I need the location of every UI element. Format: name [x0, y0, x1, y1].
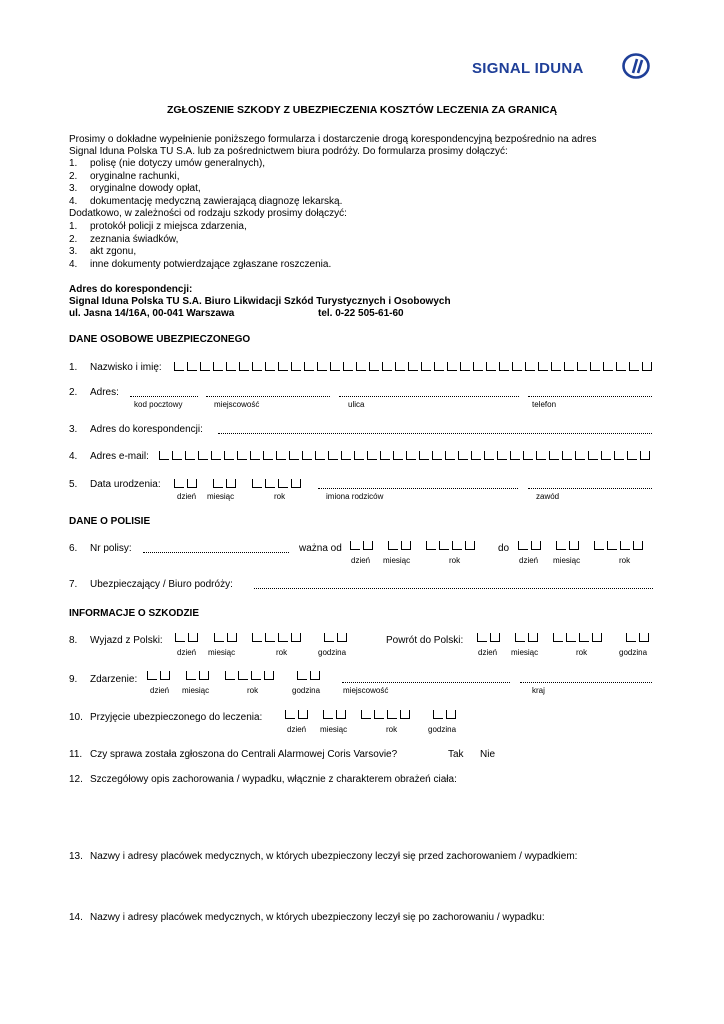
valid-from-month-boxes[interactable]	[388, 541, 414, 550]
char-box[interactable]	[341, 451, 351, 460]
correspondence-address-field[interactable]	[218, 433, 652, 434]
char-box[interactable]	[226, 479, 236, 488]
section-heading-policy: DANE O POLISIE	[69, 516, 151, 527]
char-box[interactable]	[374, 710, 384, 719]
field-number: 14.	[69, 912, 83, 923]
caption-month: miesiąc	[383, 556, 411, 565]
char-box[interactable]	[224, 451, 234, 460]
list-item: oryginalne rachunki,	[90, 171, 180, 182]
char-box[interactable]	[265, 633, 275, 642]
facilities-after-area[interactable]	[90, 927, 652, 987]
char-box[interactable]	[473, 362, 483, 371]
char-box[interactable]	[426, 541, 436, 550]
char-box[interactable]	[616, 362, 626, 371]
birth-day-boxes[interactable]	[174, 479, 200, 488]
caption-day: dzień	[351, 556, 371, 565]
char-box[interactable]	[337, 633, 347, 642]
char-box[interactable]	[460, 362, 470, 371]
char-box[interactable]	[639, 633, 649, 642]
char-box[interactable]	[601, 451, 611, 460]
departure-hour-boxes[interactable]	[324, 633, 350, 642]
char-box[interactable]	[175, 633, 185, 642]
char-box[interactable]	[477, 633, 487, 642]
char-box[interactable]	[237, 451, 247, 460]
address-heading: Adres do korespondencji:	[69, 284, 193, 295]
caption-city: miejscowość	[343, 686, 389, 695]
char-box[interactable]	[531, 541, 541, 550]
field-number: 6.	[69, 543, 78, 554]
field-label-address: Adres:	[90, 387, 119, 398]
char-box[interactable]	[626, 633, 636, 642]
facilities-before-area[interactable]	[90, 866, 652, 906]
char-box[interactable]	[276, 451, 286, 460]
field-number: 13.	[69, 851, 83, 862]
char-box[interactable]	[188, 633, 198, 642]
char-box[interactable]	[446, 710, 456, 719]
caption-year: rok	[247, 686, 259, 695]
char-box[interactable]	[510, 451, 520, 460]
char-box[interactable]	[147, 671, 157, 680]
intro-line: Prosimy o dokładne wypełnienie poniższego formularza i dostarczenie drogą korespondencyjną bezpośrednio na adres	[69, 134, 597, 145]
label-valid-from: ważna od	[299, 543, 342, 554]
departure-day-boxes[interactable]	[175, 633, 201, 642]
description-area[interactable]	[90, 790, 652, 845]
field-number: 7.	[69, 579, 78, 590]
intro-line: Signal Iduna Polska TU S.A. lub za pośrednictwem biura podróży. Do formularza prosimy dołączyć:	[69, 146, 508, 157]
char-box[interactable]	[291, 633, 301, 642]
char-box[interactable]	[310, 671, 320, 680]
char-box[interactable]	[512, 362, 522, 371]
field-label-incident: Zdarzenie:	[90, 674, 138, 685]
caption-hour: godzina	[292, 686, 321, 695]
list-item: oryginalne dowody opłat,	[90, 183, 201, 194]
char-box[interactable]	[185, 451, 195, 460]
char-box[interactable]	[227, 633, 237, 642]
char-box[interactable]	[214, 633, 224, 642]
char-box[interactable]	[393, 451, 403, 460]
field-number: 5.	[69, 479, 78, 490]
char-box[interactable]	[265, 479, 275, 488]
char-box[interactable]	[569, 541, 579, 550]
char-box[interactable]	[174, 362, 184, 371]
char-box[interactable]	[434, 362, 444, 371]
char-box[interactable]	[350, 541, 360, 550]
birth-month-boxes[interactable]	[213, 479, 239, 488]
caption-year: rok	[276, 648, 288, 657]
char-box[interactable]	[380, 451, 390, 460]
return-day-boxes[interactable]	[477, 633, 503, 642]
char-box[interactable]	[490, 633, 500, 642]
char-box[interactable]	[433, 710, 443, 719]
char-box[interactable]	[445, 451, 455, 460]
char-box[interactable]	[518, 541, 528, 550]
caption-year: rok	[576, 648, 588, 657]
name-boxes[interactable]	[174, 362, 655, 371]
char-box[interactable]	[252, 633, 262, 642]
char-box[interactable]	[369, 362, 379, 371]
char-box[interactable]	[238, 671, 248, 680]
label-to: do	[498, 543, 510, 554]
caption-month: miesiąc	[207, 492, 235, 501]
list-number: 3.	[69, 246, 78, 257]
char-box[interactable]	[486, 362, 496, 371]
field-label-policy-number: Nr polisy:	[90, 543, 132, 554]
char-box[interactable]	[250, 451, 260, 460]
caption-month: miesiąc	[208, 648, 236, 657]
char-box[interactable]	[330, 362, 340, 371]
field-label-departure: Wyjazd z Polski:	[90, 635, 163, 646]
char-box[interactable]	[562, 451, 572, 460]
char-box[interactable]	[408, 362, 418, 371]
char-box[interactable]	[564, 362, 574, 371]
list-number: 2.	[69, 234, 78, 245]
char-box[interactable]	[291, 362, 301, 371]
char-box[interactable]	[356, 362, 366, 371]
char-box[interactable]	[317, 362, 327, 371]
caption-month: miesiąc	[553, 556, 581, 565]
form-title: ZGŁOSZENIE SZKODY Z UBEZPIECZENIA KOSZTÓW LECZENIA ZA GRANICĄ	[166, 104, 558, 116]
char-box[interactable]	[590, 362, 600, 371]
char-box[interactable]	[614, 451, 624, 460]
char-box[interactable]	[263, 451, 273, 460]
list-item: protokół policji z miejsca zdarzenia,	[90, 221, 247, 232]
address-street: ul. Jasna 14/16A, 00-041 Warszawa	[69, 308, 235, 319]
char-box[interactable]	[515, 633, 525, 642]
policyholder-field[interactable]	[254, 588, 653, 589]
char-box[interactable]	[465, 541, 475, 550]
option-yes[interactable]: Tak	[448, 749, 464, 760]
char-box[interactable]	[328, 451, 338, 460]
caption-phone: telefon	[532, 400, 557, 409]
field-label-facilities-before: Nazwy i adresy placówek medycznych, w których ubezpieczony leczył się przed zachorowaniem / wypadkiem:	[90, 851, 578, 862]
char-box[interactable]	[363, 541, 373, 550]
field-number: 11.	[69, 749, 83, 760]
char-box[interactable]	[382, 362, 392, 371]
field-number: 4.	[69, 451, 78, 462]
char-box[interactable]	[264, 671, 274, 680]
char-box[interactable]	[556, 541, 566, 550]
char-box[interactable]	[315, 451, 325, 460]
section-heading-damage: INFORMACJE O SZKODZIE	[69, 608, 200, 619]
caption-hour: godzina	[619, 648, 648, 657]
char-box[interactable]	[324, 633, 334, 642]
list-item: zeznania świadków,	[90, 234, 179, 245]
char-box[interactable]	[304, 362, 314, 371]
incident-hour-boxes[interactable]	[297, 671, 323, 680]
return-hour-boxes[interactable]	[626, 633, 652, 642]
departure-year-boxes[interactable]	[252, 633, 304, 642]
caption-year: rok	[386, 725, 398, 734]
field-label-policyholder: Ubezpieczający / Biuro podróży:	[90, 579, 233, 590]
valid-to-month-boxes[interactable]	[556, 541, 582, 550]
char-box[interactable]	[198, 451, 208, 460]
char-box[interactable]	[579, 633, 589, 642]
char-box[interactable]	[421, 362, 431, 371]
phone-field[interactable]	[528, 396, 652, 397]
list-number: 2.	[69, 171, 78, 182]
parents-names-field[interactable]	[318, 488, 518, 489]
field-number: 12.	[69, 774, 83, 785]
char-box[interactable]	[291, 479, 301, 488]
incident-day-boxes[interactable]	[147, 671, 173, 680]
char-box[interactable]	[336, 710, 346, 719]
list-item: inne dokumenty potwierdzające zgłaszane roszczenia.	[90, 259, 332, 270]
list-number: 3.	[69, 183, 78, 194]
birth-year-boxes[interactable]	[252, 479, 304, 488]
char-box[interactable]	[285, 710, 295, 719]
return-month-boxes[interactable]	[515, 633, 541, 642]
list-item: polisę (nie dotyczy umów generalnych),	[90, 158, 266, 169]
return-year-boxes[interactable]	[553, 633, 605, 642]
caption-city: miejscowość	[214, 400, 260, 409]
char-box[interactable]	[278, 633, 288, 642]
caption-day: dzień	[478, 648, 498, 657]
incident-month-boxes[interactable]	[186, 671, 212, 680]
char-box[interactable]	[199, 671, 209, 680]
valid-to-day-boxes[interactable]	[518, 541, 544, 550]
char-box[interactable]	[607, 541, 617, 550]
char-box[interactable]	[211, 451, 221, 460]
char-box[interactable]	[640, 451, 650, 460]
char-box[interactable]	[200, 362, 210, 371]
char-box[interactable]	[633, 541, 643, 550]
char-box[interactable]	[588, 451, 598, 460]
char-box[interactable]	[452, 541, 462, 550]
field-label-birth-date: Data urodzenia:	[90, 479, 161, 490]
char-box[interactable]	[566, 633, 576, 642]
field-number: 3.	[69, 424, 78, 435]
incident-country-field[interactable]	[520, 682, 652, 683]
caption-postal-code: kod pocztowy	[134, 400, 183, 409]
admission-hour-boxes[interactable]	[433, 710, 459, 719]
caption-month: miesiąc	[182, 686, 210, 695]
char-box[interactable]	[388, 541, 398, 550]
char-box[interactable]	[642, 362, 652, 371]
list-item: dokumentację medyczną zawierającą diagnozę lekarską.	[90, 196, 343, 207]
field-label-correspondence: Adres do korespondencji:	[90, 424, 203, 435]
field-label-admission: Przyjęcie ubezpieczonego do leczenia:	[90, 712, 263, 723]
char-box[interactable]	[629, 362, 639, 371]
caption-day: dzień	[519, 556, 539, 565]
caption-hour: godzina	[318, 648, 347, 657]
additional-docs-text: Dodatkowo, w zależności od rodzaju szkody prosimy dołączyć:	[69, 208, 347, 219]
char-box[interactable]	[553, 633, 563, 642]
char-box[interactable]	[536, 451, 546, 460]
caption-month: miesiąc	[320, 725, 348, 734]
caption-day: dzień	[177, 492, 197, 501]
char-box[interactable]	[387, 710, 397, 719]
char-box[interactable]	[406, 451, 416, 460]
incident-year-boxes[interactable]	[225, 671, 277, 680]
char-box[interactable]	[525, 362, 535, 371]
char-box[interactable]	[186, 671, 196, 680]
char-box[interactable]	[538, 362, 548, 371]
char-box[interactable]	[603, 362, 613, 371]
char-box[interactable]	[432, 451, 442, 460]
valid-to-year-boxes[interactable]	[594, 541, 646, 550]
list-item: akt zgonu,	[90, 246, 137, 257]
caption-month: miesiąc	[511, 648, 539, 657]
caption-street: ulica	[348, 400, 365, 409]
char-box[interactable]	[401, 541, 411, 550]
field-label-description: Szczegółowy opis zachorowania / wypadku, włącznie z charakterem obrażeń ciała:	[90, 774, 457, 785]
caption-year: rok	[449, 556, 461, 565]
city-field[interactable]	[206, 396, 330, 397]
char-box[interactable]	[400, 710, 410, 719]
char-box[interactable]	[278, 362, 288, 371]
char-box[interactable]	[298, 710, 308, 719]
list-number: 1.	[69, 158, 78, 169]
section-heading-personal: DANE OSOBOWE UBEZPIECZONEGO	[69, 334, 251, 345]
char-box[interactable]	[213, 362, 223, 371]
char-box[interactable]	[395, 362, 405, 371]
caption-country: kraj	[532, 686, 545, 695]
char-box[interactable]	[251, 671, 261, 680]
field-number: 10.	[69, 712, 83, 723]
char-box[interactable]	[627, 451, 637, 460]
char-box[interactable]	[278, 479, 288, 488]
char-box[interactable]	[523, 451, 533, 460]
signal-iduna-logo-icon	[622, 53, 650, 79]
incident-city-field[interactable]	[342, 682, 510, 683]
char-box[interactable]	[577, 362, 587, 371]
field-number: 1.	[69, 362, 78, 373]
caption-day: dzień	[287, 725, 307, 734]
char-box[interactable]	[302, 451, 312, 460]
option-no[interactable]: Nie	[480, 749, 496, 760]
char-box[interactable]	[160, 671, 170, 680]
field-label-facilities-after: Nazwy i adresy placówek medycznych, w których ubezpieczony leczył się po zachorowaniu / wypadku:	[90, 912, 545, 923]
valid-from-year-boxes[interactable]	[426, 541, 478, 550]
admission-month-boxes[interactable]	[323, 710, 349, 719]
list-number: 1.	[69, 221, 78, 232]
email-boxes[interactable]	[159, 451, 653, 460]
char-box[interactable]	[213, 479, 223, 488]
policy-number-field[interactable]	[143, 552, 289, 553]
char-box[interactable]	[471, 451, 481, 460]
char-box[interactable]	[551, 362, 561, 371]
caption-hour: godzina	[428, 725, 457, 734]
char-box[interactable]	[592, 633, 602, 642]
field-label-coris-reported: Czy sprawa została zgłoszona do Centrali Alarmowej Coris Varsovie?	[90, 749, 398, 760]
char-box[interactable]	[172, 451, 182, 460]
char-box[interactable]	[497, 451, 507, 460]
char-box[interactable]	[594, 541, 604, 550]
char-box[interactable]	[549, 451, 559, 460]
char-box[interactable]	[528, 633, 538, 642]
char-box[interactable]	[297, 671, 307, 680]
char-box[interactable]	[354, 451, 364, 460]
street-field[interactable]	[339, 396, 519, 397]
field-number: 9.	[69, 674, 78, 685]
char-box[interactable]	[174, 479, 184, 488]
char-box[interactable]	[187, 362, 197, 371]
departure-month-boxes[interactable]	[214, 633, 240, 642]
caption-day: dzień	[177, 648, 197, 657]
field-number: 8.	[69, 635, 78, 646]
valid-from-day-boxes[interactable]	[350, 541, 376, 550]
field-label-name: Nazwisko i imię:	[90, 362, 162, 373]
char-box[interactable]	[187, 479, 197, 488]
char-box[interactable]	[575, 451, 585, 460]
admission-year-boxes[interactable]	[361, 710, 413, 719]
char-box[interactable]	[225, 671, 235, 680]
caption-parents-names: imiona rodziców	[326, 492, 384, 501]
char-box[interactable]	[265, 362, 275, 371]
list-number: 4.	[69, 196, 78, 207]
caption-day: dzień	[150, 686, 170, 695]
char-box[interactable]	[447, 362, 457, 371]
field-number: 2.	[69, 387, 78, 398]
char-box[interactable]	[343, 362, 353, 371]
caption-year: rok	[274, 492, 286, 501]
char-box[interactable]	[159, 451, 169, 460]
char-box[interactable]	[252, 362, 262, 371]
list-number: 4.	[69, 259, 78, 270]
char-box[interactable]	[484, 451, 494, 460]
occupation-field[interactable]	[528, 488, 652, 489]
admission-day-boxes[interactable]	[285, 710, 311, 719]
caption-year: rok	[619, 556, 631, 565]
char-box[interactable]	[361, 710, 371, 719]
address-line: Signal Iduna Polska TU S.A. Biuro Likwidacji Szkód Turystycznych i Osobowych	[69, 296, 451, 307]
char-box[interactable]	[367, 451, 377, 460]
char-box[interactable]	[239, 362, 249, 371]
char-box[interactable]	[499, 362, 509, 371]
char-box[interactable]	[226, 362, 236, 371]
char-box[interactable]	[252, 479, 262, 488]
brand-logo-text: SIGNAL IDUNA	[472, 60, 584, 77]
address-phone: tel. 0-22 505-61-60	[318, 308, 404, 319]
char-box[interactable]	[620, 541, 630, 550]
char-box[interactable]	[439, 541, 449, 550]
label-return: Powrót do Polski:	[386, 635, 464, 646]
postal-code-field[interactable]	[130, 396, 198, 397]
field-label-email: Adres e-mail:	[90, 451, 149, 462]
char-box[interactable]	[419, 451, 429, 460]
char-box[interactable]	[458, 451, 468, 460]
char-box[interactable]	[289, 451, 299, 460]
char-box[interactable]	[323, 710, 333, 719]
caption-occupation: zawód	[536, 492, 560, 501]
